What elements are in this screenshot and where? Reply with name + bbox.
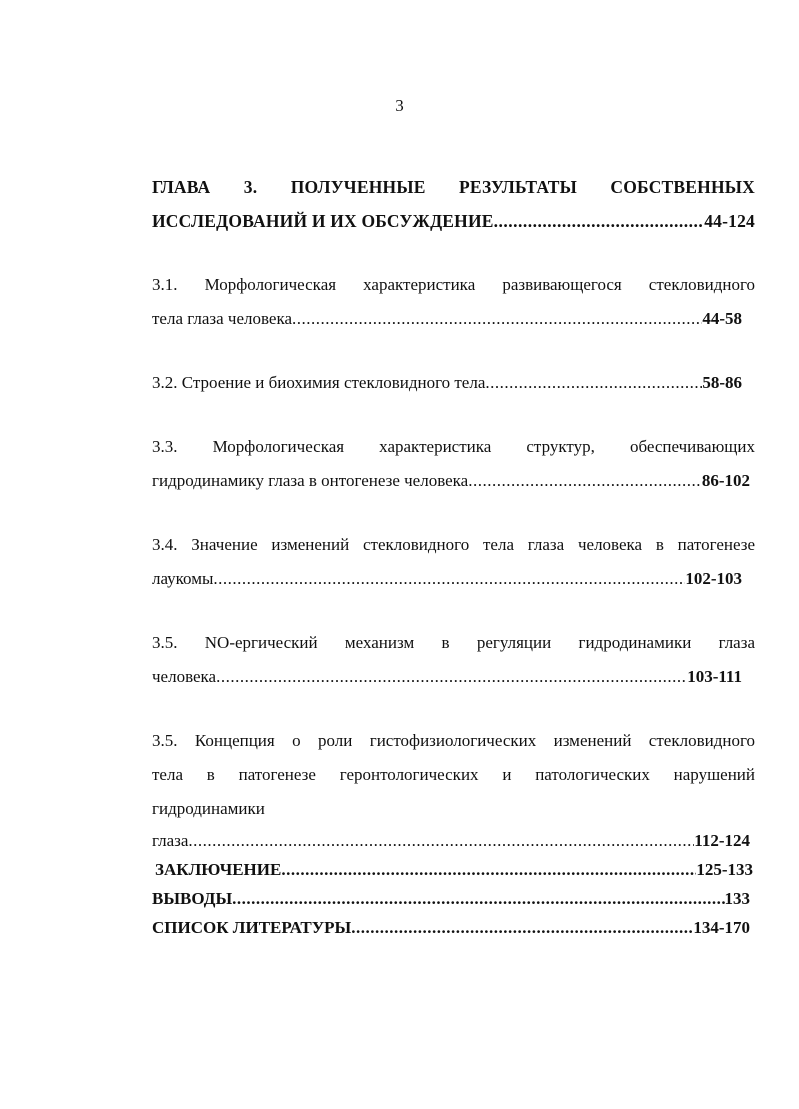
dot-leader: [468, 464, 702, 498]
toc-section-3-5-concept: [152, 724, 755, 855]
dot-leader: [351, 913, 693, 942]
toc-findings: [152, 884, 750, 913]
findings-label: ВЫВОДЫ: [152, 889, 233, 908]
section-title-line-2: [152, 464, 750, 498]
section-title-line-1: 3.5. Концепция о роли гистофизиологических изменений стекловидного: [152, 731, 755, 750]
chapter-title-text: ИССЛЕДОВАНИЙ И ИХ ОБСУЖДЕНИЕ: [152, 211, 494, 231]
table-of-contents: [152, 170, 755, 942]
toc-section-3-3: [152, 430, 755, 498]
dot-leader: [213, 562, 685, 596]
toc-chapter-3: [152, 170, 755, 238]
section-page-range: 86-102: [701, 471, 750, 490]
section-title-text: глаза: [152, 831, 189, 850]
section-title-line-2: [152, 660, 742, 694]
section-title-text: человека: [152, 667, 217, 686]
conclusion-page-range: 125-133: [696, 860, 753, 879]
chapter-page-range: 44-124: [704, 211, 755, 231]
section-title-line-1: 3.1. Морфологическая характеристика развивающегося стекловидного: [152, 275, 755, 294]
section-title-line-2: [152, 302, 742, 336]
section-title-line-2: [152, 562, 742, 596]
section-title-line-1: 3.4. Значение изменений стекловидного тела глаза человека в патогенезе: [152, 535, 755, 554]
section-page-range: 103-111: [687, 667, 742, 686]
section-page-range: 112-124: [694, 831, 750, 850]
dot-leader: [494, 204, 705, 238]
section-title-text: лаукомы: [152, 569, 214, 588]
toc-references: [152, 913, 750, 942]
dot-leader: [216, 660, 687, 694]
dot-leader: [485, 366, 702, 400]
dot-leader: [292, 302, 702, 336]
section-page-range: 58-86: [702, 373, 742, 392]
dot-leader: [188, 826, 694, 855]
toc-section-3-5-no: [152, 626, 755, 694]
section-title-line-3: гидродинамики: [152, 799, 265, 818]
references-page-range: 134-170: [693, 918, 750, 937]
section-title-line-1: 3.3. Морфологическая характеристика структур, обеспечивающих: [152, 437, 755, 456]
dot-leader: [281, 855, 696, 884]
section-title-line-1: 3.5. NO-ергический механизм в регуляции гидродинамики глаза: [152, 633, 755, 652]
dot-leader: [232, 884, 724, 913]
chapter-title-line-2: [152, 204, 755, 238]
toc-section-3-1: [152, 268, 755, 336]
findings-page: 133: [724, 889, 750, 908]
section-page-range: 44-58: [702, 309, 742, 328]
page-number: 3: [395, 96, 404, 115]
conclusion-label: ЗАКЛЮЧЕНИЕ: [155, 860, 282, 879]
chapter-title-line-1: ГЛАВА 3. ПОЛУЧЕННЫЕ РЕЗУЛЬТАТЫ СОБСТВЕННЫХ: [152, 177, 755, 197]
references-label: СПИСОК ЛИТЕРАТУРЫ: [152, 918, 352, 937]
section-title-text: гидродинамику глаза в онтогенезе человека: [152, 471, 469, 490]
toc-section-3-2: [152, 366, 755, 400]
section-title-text: 3.2. Строение и биохимия стекловидного тела: [152, 373, 486, 392]
section-page-range: 102-103: [685, 569, 742, 588]
toc-conclusion: [152, 855, 753, 884]
section-title-line-1: [152, 366, 742, 400]
toc-section-3-4: [152, 528, 755, 596]
section-title-line-4: [152, 826, 750, 855]
section-title-text: тела глаза человека: [152, 309, 293, 328]
section-title-line-2: тела в патогенезе геронтологических и патологических нарушений: [152, 765, 755, 784]
